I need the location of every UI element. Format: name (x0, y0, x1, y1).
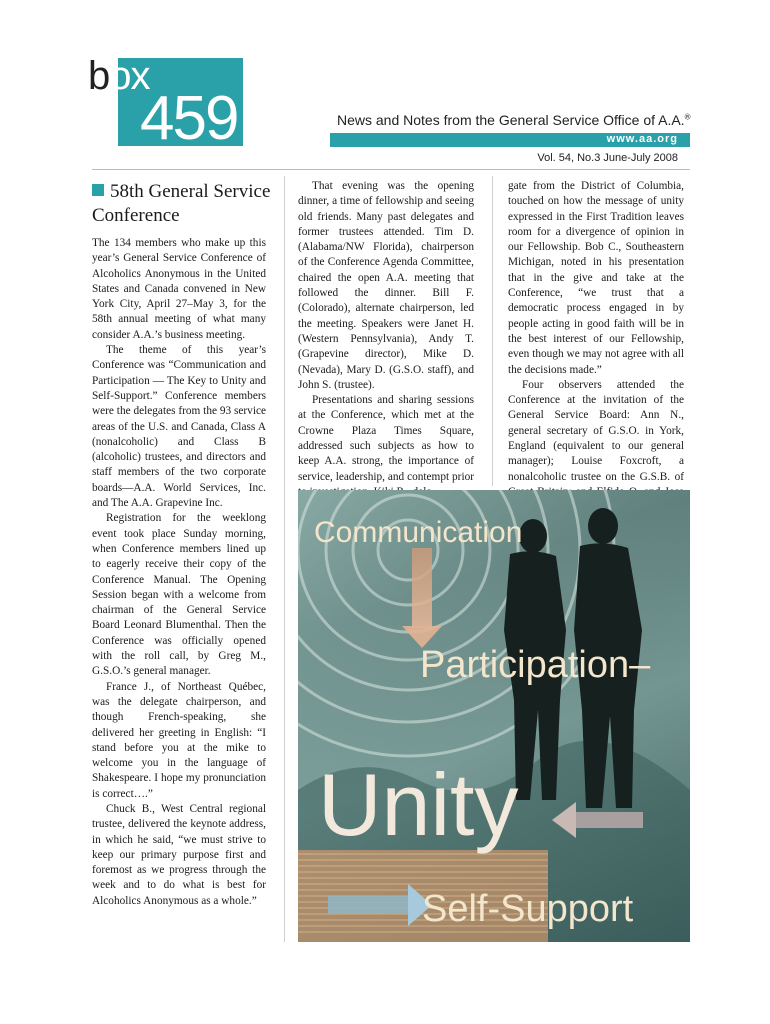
paragraph: The 134 members who make up this year’s General Service Conference of Alcoholics Anonymous in the United States and Canada convened in New York City, April 27–May 3, for the 58th annual meeting of what many consider A.A.’s business meeting. (92, 237, 266, 341)
paragraph: Presentations and sharing sessions at the Conference, which met at the Crowne Plaza Times Square, addressed such subjects as how to keep A.A. strong, the importance of service, leadership, and contempt prior (298, 394, 474, 483)
headline-square-icon (92, 184, 104, 196)
theme-illustration (298, 490, 690, 942)
paragraph: gate from the District of Columbia, touched on how the message of unity expressed in the First Tradition leaves room for a divergence of opinion in our Fellowship. Bob C., Southeastern Michigan, noted in his presentation that in the give and take at the Conference, “we trust that a democratic process engaged in by people acting in good faith will be in the best interest of our Fellowship, even though we may not agree with all the decisions made.” (508, 180, 684, 376)
theme-word-communication: Communication (314, 516, 523, 549)
column-divider (492, 176, 493, 486)
column-divider (284, 176, 285, 942)
tagline-text: News and Notes from the General Service Office of A.A. (337, 112, 685, 128)
article-column-1 (92, 236, 266, 909)
article-column-3 (508, 179, 684, 516)
logo-letter-b: b (88, 54, 110, 98)
tagline (337, 112, 690, 128)
theme-word-participation: Participation– (420, 644, 651, 686)
paragraph: That evening was the opening dinner, a time of fellowship and seeing old friends. Many past delegates and former trustees attended. Tim D. (Alabama/NW Florida), chairperson of the Conference Agenda Committee, chaired the open A.A. meeting that followed the dinner. Bill F. (Colorado), alternate chairperson, led the meeting. Speakers were Janet H. (Western Pennsylvania), Andy T. (Grapevine director), Mike D. (Nevada), Mary D. (G.S.O. staff), and John S. (trustee). (298, 180, 474, 391)
registered-mark: ® (684, 112, 691, 122)
paragraph: The theme of this year’s Conference was “Communication and Participation — The Key to Unity and Self-Support.” Conference members were the delegates from the 93 service areas of the U.S. and Canada, Class A (nonalcoholic) and Class B (alcoholic) trustees, and directors and staff members of the two corporate boards—A.A. World Services, Inc. and The A.A. Grapevine Inc. (92, 344, 266, 510)
paragraph: Chuck B., West Central regional trustee, delivered the keynote address, in which he said, “we must strive to keep our primary purpose first and foremost as we progress through the week and to do what is best for Alcoholics Anonymous as a whole.” (92, 802, 266, 907)
theme-word-self-support: Self-Support (422, 888, 634, 930)
logo-number: 459 (140, 84, 238, 153)
paragraph: Four observers attended the Conference at the invitation of the General Service Board: Ann N., general secretary of G.S.O. in York, England (equivalent to our general manager); Louise Foxcroft, a nonalcoholic trustee on the G.S.B. of (508, 378, 684, 483)
issue-volume: Vol. 54, No.3 June-July 2008 (537, 152, 678, 164)
website-link[interactable]: www.aa.org (606, 133, 678, 145)
theme-word-unity: Unity (318, 755, 519, 854)
illustration-graphic (298, 490, 690, 942)
masthead-rule (92, 169, 690, 170)
paragraph: France J., of Northeast Québec, was the delegate chairperson, and though French-speaking, she delivered her greeting in English: “I stand before you at the mike to welcome you in the language of Shakespeare. I hope my pronunciation is correct….” (92, 680, 266, 800)
paragraph: Registration for the weeklong event took place Sunday morning, when Conference members lined up to eagerly receive their copy of the Conference Manual. The Opening Session began with a welcome from chairman of the General Service Board Leonard Blumenthal. Then the Conference was officially opened with the roll call, by Greg M., G.S.O.’s general manager. (92, 512, 266, 678)
logo-letters-ox: ox (109, 54, 150, 98)
headline-text: 58th General Service Conference (92, 181, 271, 226)
article-headline (92, 180, 272, 228)
article-column-2 (298, 179, 474, 500)
